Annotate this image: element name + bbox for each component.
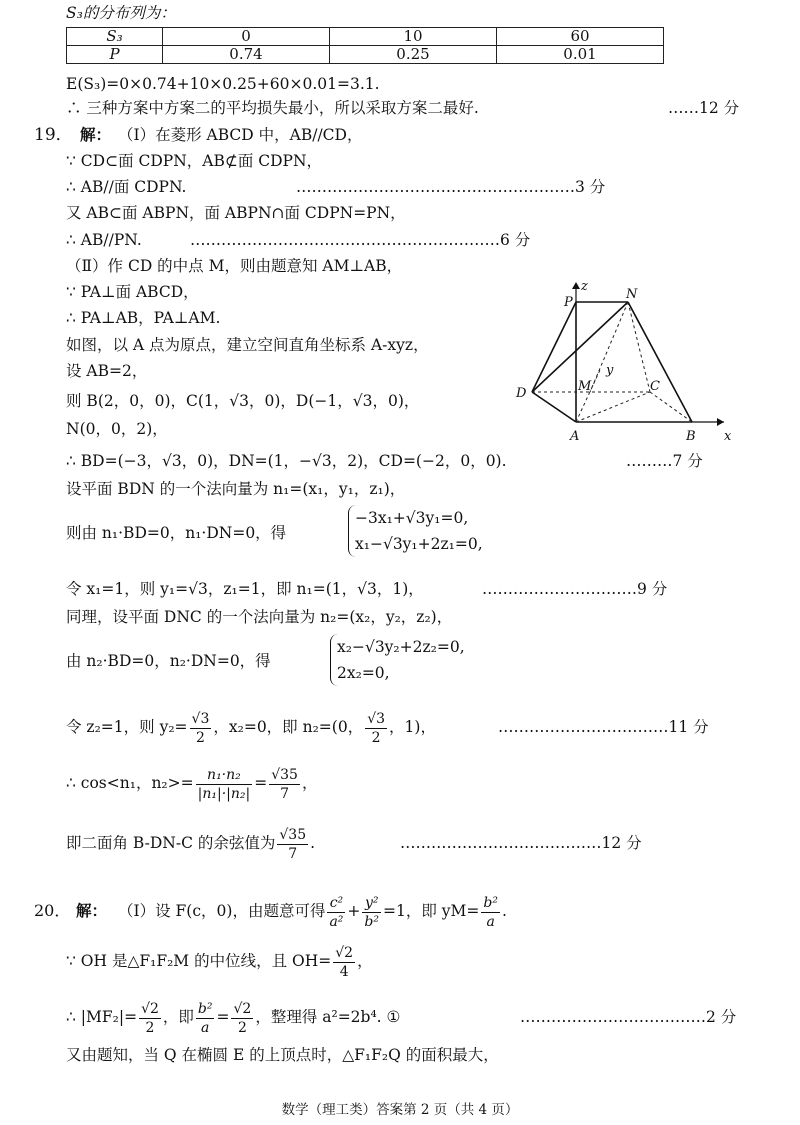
- label-n: N: [626, 287, 638, 302]
- numerator: c²: [329, 894, 344, 911]
- hidden-edge-nm: [590, 302, 628, 392]
- numerator: √3: [367, 710, 386, 727]
- q19-line: N(0，0，2)，: [66, 420, 168, 438]
- hidden-edge-nc: [628, 302, 650, 392]
- table-cell: 0: [163, 28, 330, 46]
- denominator: a: [481, 912, 500, 931]
- q19-line: 则 B(2，0，0)，C(1，√3，0)，D(−1，√3，0)，: [66, 392, 420, 410]
- q20-line-2: [66, 938, 373, 984]
- z-axis-arrow: [572, 282, 580, 289]
- label-x: x: [724, 429, 732, 444]
- distribution-intro: S₃的分布列为：: [66, 4, 176, 22]
- q19-line-y2: [66, 704, 436, 750]
- fraction: [327, 894, 345, 931]
- text: =: [216, 1008, 230, 1026]
- fraction: [481, 894, 500, 931]
- text: ，即: [162, 1008, 194, 1026]
- table-cell: 0.74: [163, 46, 330, 64]
- score-mark: ……………………………………………………6 分: [190, 231, 531, 249]
- q20-line-1: [118, 888, 507, 934]
- q19-line: 设平面 BDN 的一个法向量为 n₁=(x₁，y₁，z₁)，: [66, 480, 406, 498]
- table-cell: 10: [330, 28, 497, 46]
- q19-line: ∴ AB//面 CDPN.: [66, 178, 187, 196]
- text: ∵ OH 是△F₁F₂M 的中位线，且 OH=: [66, 952, 332, 970]
- fraction: [362, 894, 381, 931]
- hidden-edge-cb: [650, 392, 692, 422]
- text: （Ⅰ）设 F(c，0)，由题意可得: [118, 902, 326, 920]
- denominator: 2: [365, 728, 387, 747]
- question-20-number: 20．: [34, 901, 71, 920]
- fraction: [269, 766, 300, 803]
- q19-line: ∵ PA⊥面 ABCD，: [66, 283, 199, 301]
- numerator: y²: [364, 894, 379, 911]
- q19-line: 设 AB=2，: [66, 362, 148, 380]
- text: =1，即 yM=: [383, 902, 480, 920]
- text: .: [501, 902, 507, 920]
- numerator: √35: [279, 826, 307, 843]
- table-cell: 0.01: [497, 46, 664, 64]
- label-p: P: [564, 295, 573, 310]
- score-mark: …………………………9 分: [482, 580, 668, 598]
- fraction: [190, 710, 212, 747]
- q19-line: 令 x₁=1，则 y₁=√3，z₁=1，即 n₁=(1，√3，1)，: [66, 580, 424, 598]
- text: ∴ cos<n₁，n₂>=: [66, 774, 194, 792]
- q20-line-4: 又由题知，当 Q 在椭圆 E 的上顶点时，△F₁F₂Q 的面积最大，: [66, 1046, 499, 1064]
- score-mark: ………………………………2 分: [520, 1008, 737, 1026]
- label-c: C: [650, 379, 660, 394]
- q19-line: ∵ CD⊂面 CDPN，AB⊄面 CDPN，: [66, 152, 323, 170]
- q19-line: ∴ BD=(−3，√3，0)，DN=(1，−√3，2)，CD=(−2，0，0).: [66, 452, 507, 470]
- label-b: B: [686, 429, 696, 444]
- fraction: [333, 944, 355, 981]
- denominator: 2: [231, 1018, 253, 1037]
- q19-line: ∴ PA⊥AB，PA⊥AM.: [66, 309, 221, 327]
- denominator: 7: [277, 844, 308, 863]
- text: 即二面角 B-DN-C 的余弦值为: [66, 834, 276, 852]
- geometry-figure: [510, 280, 740, 450]
- denominator: 2: [139, 1018, 161, 1037]
- fraction: [139, 1000, 161, 1037]
- numerator: √2: [233, 1000, 252, 1017]
- denominator: |n₁|·|n₂|: [197, 785, 251, 802]
- text: ∴ |MF₂|=: [66, 1008, 138, 1026]
- table-cell: P: [67, 46, 163, 64]
- fraction: [196, 1000, 215, 1037]
- numerator: √35: [271, 766, 298, 783]
- fraction: [365, 710, 387, 747]
- equation: −3x₁+√3y₁=0,: [355, 509, 469, 527]
- text: .: [310, 834, 316, 852]
- score-mark: ………………………………………………3 分: [296, 178, 606, 196]
- fraction: [231, 1000, 253, 1037]
- numerator: √2: [335, 944, 354, 961]
- table-cell: 0.25: [330, 46, 497, 64]
- score-mark: ……………………………11 分: [498, 718, 709, 736]
- text: ，: [357, 952, 373, 970]
- x-axis-arrow: [717, 418, 724, 426]
- edge-nb: [628, 302, 692, 422]
- q19-line-cos: [66, 760, 317, 806]
- text: ，x₂=0，即 n₂=(0，: [213, 718, 364, 736]
- text: ，整理得 a²=2b⁴. ①: [255, 1008, 401, 1026]
- denominator: 7: [269, 784, 300, 803]
- conclusion-18: ∴ 三种方案中方案二的平均损失最小，所以采取方案二最好.: [66, 99, 479, 117]
- label-m: M: [578, 379, 592, 394]
- equation: x₂−√3y₂+2z₂=0,: [337, 638, 465, 656]
- axis-y: [576, 370, 600, 422]
- denominator: b²: [364, 913, 379, 930]
- q19-line: 如图，以 A 点为原点，建立空间直角坐标系 A-xyz，: [66, 336, 429, 354]
- q19-line: （Ⅰ）在菱形 ABCD 中，AB//CD，: [118, 126, 363, 144]
- table-cell: S₃: [67, 28, 163, 46]
- page-footer: 数学（理工类）答案第 2 页（共 4 页）: [281, 1102, 519, 1118]
- label-z: z: [581, 280, 588, 294]
- denominator: 2: [190, 728, 212, 747]
- table-cell: 60: [497, 28, 664, 46]
- expectation-line: E(S₃)=0×0.74+10×0.25+60×0.01=3.1.: [66, 75, 380, 93]
- label-a: A: [570, 429, 580, 444]
- numerator: √3: [191, 710, 210, 727]
- equation: 2x₂=0,: [337, 664, 390, 682]
- text: =: [254, 774, 268, 792]
- denominator: 4: [333, 962, 355, 981]
- equation: x₁−√3y₁+2z₁=0,: [355, 535, 483, 553]
- equation-system-1: [348, 505, 483, 557]
- q19-line: 则由 n₁·BD=0，n₁·DN=0，得: [66, 524, 287, 542]
- numerator: n₁·n₂: [207, 766, 241, 783]
- question-19-number: 19．: [34, 125, 73, 145]
- edge-dp: [532, 302, 576, 392]
- q19-line: 又 AB⊂面 ABPN，面 ABPN∩面 CDPN=PN，: [66, 204, 406, 222]
- q19-line: （Ⅱ）作 CD 的中点 M，则由题意知 AM⊥AB，: [66, 257, 403, 275]
- text: ，: [301, 774, 318, 792]
- solution-label: 解：: [80, 125, 112, 144]
- q19-line: 由 n₂·BD=0，n₂·DN=0，得: [66, 652, 271, 670]
- fraction: [196, 766, 253, 803]
- table-row: [67, 46, 664, 64]
- denominator: a: [196, 1018, 215, 1037]
- denominator: a²: [329, 913, 344, 930]
- numerator: b²: [483, 894, 498, 911]
- table-row: [67, 28, 664, 46]
- hidden-edge-ac: [576, 392, 650, 422]
- q19-line: 同理，设平面 DNC 的一个法向量为 n₂=(x₂，y₂，z₂)，: [66, 608, 453, 626]
- equation-system-2: [330, 634, 465, 686]
- label-d: D: [516, 386, 527, 401]
- label-y: y: [606, 363, 614, 378]
- fraction: [277, 826, 308, 863]
- text: +: [347, 902, 361, 920]
- q19-line: ∴ AB//PN.: [66, 231, 142, 249]
- numerator: √2: [141, 1000, 159, 1017]
- score-mark: …………………………………12 分: [400, 834, 642, 852]
- distribution-table: [66, 27, 664, 64]
- score-mark: ……12 分: [668, 99, 740, 117]
- edge-da: [532, 392, 576, 422]
- q19-line-answer: [66, 820, 315, 866]
- numerator: b²: [197, 1000, 213, 1017]
- text: 令 z₂=1，则 y₂=: [66, 718, 188, 736]
- solution-label: 解：: [76, 901, 108, 920]
- q20-line-3: [66, 994, 400, 1040]
- score-mark: ………7 分: [626, 452, 703, 470]
- text: ，1)，: [389, 718, 436, 736]
